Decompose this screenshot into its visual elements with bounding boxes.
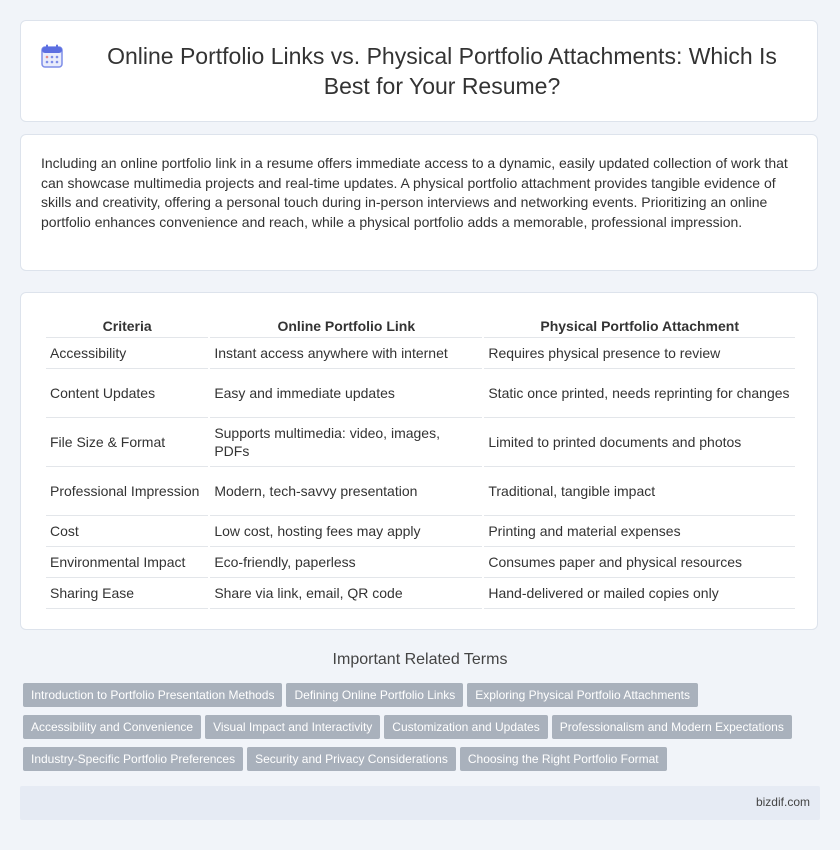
cell-criteria: Cost xyxy=(46,516,208,547)
related-terms-list xyxy=(23,683,823,779)
cell-physical: Limited to printed documents and photos xyxy=(484,418,795,467)
cell-criteria: Content Updates xyxy=(46,369,208,418)
cell-physical: Consumes paper and physical resources xyxy=(484,547,795,578)
page-title: Online Portfolio Links vs. Physical Portfolio Attachments: Which Is Best for Your Resume? xyxy=(107,43,777,99)
cell-criteria: Sharing Ease xyxy=(46,578,208,609)
calendar-icon xyxy=(41,44,63,68)
related-term-tag[interactable]: Accessibility and Convenience xyxy=(23,715,201,739)
table-row xyxy=(46,516,795,547)
related-term-tag[interactable]: Professionalism and Modern Expectations xyxy=(552,715,792,739)
intro-paragraph: Including an online portfolio link in a resume offers immediate access to a dynamic, easily updated collection of work that can showcase multimedia projects and real-time updates. A physical portfolio attachment provides tangible evidence of skills and creativity, offering a personal touch during in-person interviews and networking events. Prioritizing an online portfolio enhances convenience and reach, while a physical portfolio adds a memorable, professional impression. xyxy=(41,155,788,230)
header-online: Online Portfolio Link xyxy=(210,315,482,338)
table-row xyxy=(46,578,795,609)
cell-online: Share via link, email, QR code xyxy=(210,578,482,609)
cell-physical: Printing and material expenses xyxy=(484,516,795,547)
cell-online: Low cost, hosting fees may apply xyxy=(210,516,482,547)
cell-criteria: Environmental Impact xyxy=(46,547,208,578)
cell-online: Modern, tech-savvy presentation xyxy=(210,467,482,516)
table-row xyxy=(46,418,795,467)
cell-physical: Static once printed, needs reprinting for changes xyxy=(484,369,795,418)
related-term-tag[interactable]: Exploring Physical Portfolio Attachments xyxy=(467,683,698,707)
related-term-tag[interactable]: Introduction to Portfolio Presentation Methods xyxy=(23,683,282,707)
cell-online: Supports multimedia: video, images, PDFs xyxy=(210,418,482,467)
related-term-tag[interactable]: Security and Privacy Considerations xyxy=(247,747,456,771)
header-criteria: Criteria xyxy=(46,315,208,338)
cell-online: Instant access anywhere with internet xyxy=(210,338,482,369)
title-card xyxy=(20,20,818,122)
title-wrap xyxy=(21,21,817,121)
cell-physical: Requires physical presence to review xyxy=(484,338,795,369)
table-row xyxy=(46,547,795,578)
header-physical: Physical Portfolio Attachment xyxy=(484,315,795,338)
cell-physical: Traditional, tangible impact xyxy=(484,467,795,516)
related-term-tag[interactable]: Customization and Updates xyxy=(384,715,547,739)
cell-criteria: Accessibility xyxy=(46,338,208,369)
footer-site-link[interactable]: bizdif.com xyxy=(755,795,810,809)
related-term-tag[interactable]: Defining Online Portfolio Links xyxy=(286,683,463,707)
footer xyxy=(20,786,820,820)
related-term-tag[interactable]: Industry-Specific Portfolio Preferences xyxy=(23,747,243,771)
cell-online: Eco-friendly, paperless xyxy=(210,547,482,578)
table-row xyxy=(46,338,795,369)
comparison-table xyxy=(44,315,797,609)
comparison-card xyxy=(20,292,818,630)
cell-physical: Hand-delivered or mailed copies only xyxy=(484,578,795,609)
table-header-row xyxy=(46,315,795,338)
table-row xyxy=(46,369,795,418)
cell-online: Easy and immediate updates xyxy=(210,369,482,418)
cell-criteria: Professional Impression xyxy=(46,467,208,516)
intro-card xyxy=(20,134,818,271)
cell-criteria: File Size & Format xyxy=(46,418,208,467)
related-terms-heading: Important Related Terms xyxy=(332,651,508,668)
related-term-tag[interactable]: Visual Impact and Interactivity xyxy=(205,715,380,739)
table-row xyxy=(46,467,795,516)
related-term-tag[interactable]: Choosing the Right Portfolio Format xyxy=(460,747,667,771)
